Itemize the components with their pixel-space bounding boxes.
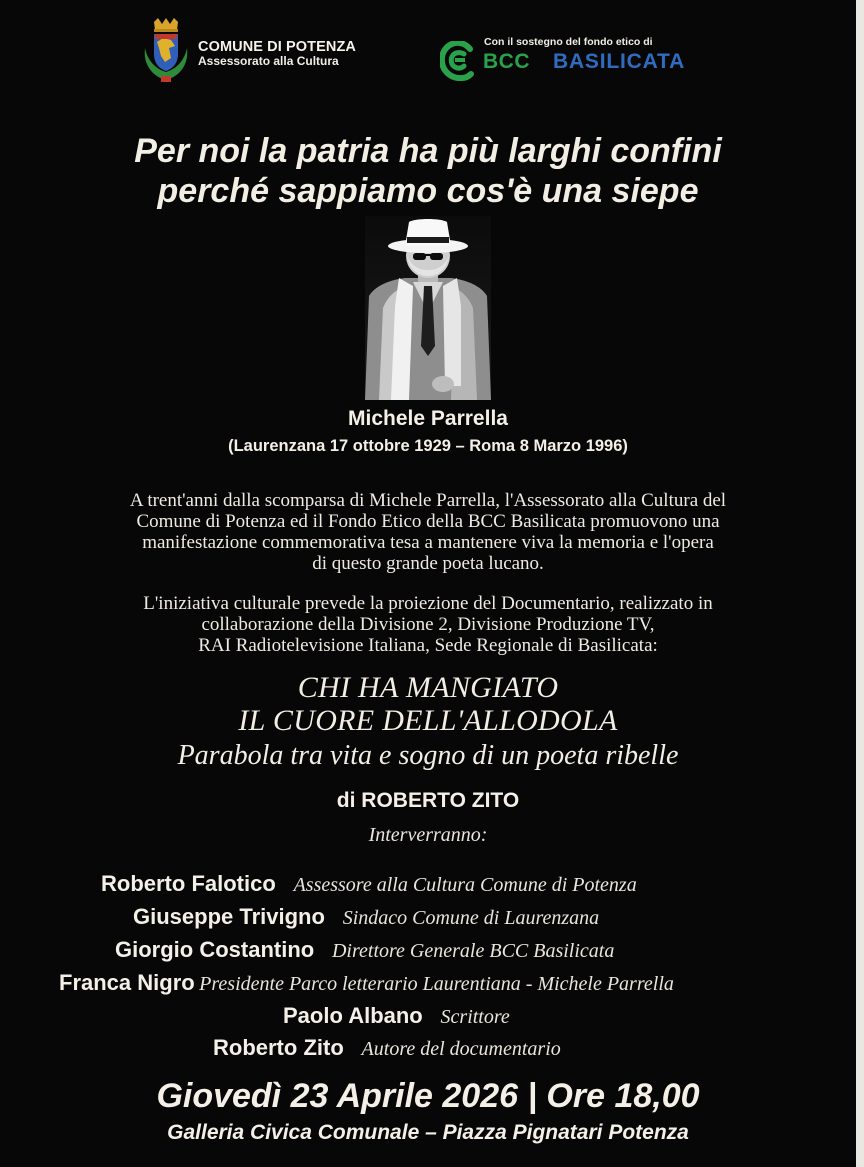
page-edge bbox=[856, 0, 864, 1167]
paragraph-1-line-1: A trent'anni dalla scomparsa di Michele Parrella, l'Assessorato alla Cultura del bbox=[129, 490, 727, 511]
speaker-row bbox=[115, 937, 614, 967]
speaker-row bbox=[283, 1003, 510, 1033]
headline-line-1: Per noi la patria ha più larghi confini bbox=[134, 132, 722, 170]
speaker-role: Direttore Generale BCC Basilicata bbox=[331, 940, 615, 962]
speaker-row bbox=[133, 904, 599, 934]
support-text: Con il sostegno del fondo etico di bbox=[484, 36, 653, 48]
speaker-role: Autore del documentario bbox=[361, 1038, 561, 1060]
poet-name: Michele Parrella bbox=[348, 407, 508, 430]
paragraph-1-line-4: di questo grande poeta lucano. bbox=[312, 553, 544, 574]
speaker-name: Roberto Falotico bbox=[101, 871, 276, 896]
headline-line-2: perché sappiamo cos'è una siepe bbox=[157, 172, 699, 210]
speakers-heading: Interverranno: bbox=[368, 824, 488, 846]
speaker-name: Giuseppe Trivigno bbox=[133, 904, 325, 929]
paragraph-1-line-3: manifestazione commemorativa tesa a mantenere viva la memoria e l'opera bbox=[142, 532, 714, 553]
speaker-name: Giorgio Costantino bbox=[115, 937, 315, 962]
paragraph-2-line-3: RAI Radiotelevisione Italiana, Sede Regionale di Basilicata: bbox=[198, 635, 658, 656]
speaker-row bbox=[213, 1035, 561, 1065]
speaker-role: Assessore alla Cultura Comune di Potenza bbox=[293, 874, 637, 896]
speaker-name: Franca Nigro bbox=[59, 970, 195, 995]
poet-dates: (Laurenzana 17 ottobre 1929 – Roma 8 Marzo 1996) bbox=[228, 437, 628, 455]
event-venue: Galleria Civica Comunale – Piazza Pignatari Potenza bbox=[167, 1121, 689, 1144]
bcc-logo-icon bbox=[440, 41, 476, 81]
comune-department: Assessorato alla Cultura bbox=[198, 54, 339, 69]
speaker-role: Presidente Parco letterario Laurentiana - Michele Parrella bbox=[199, 973, 674, 995]
documentary-title-line-1: CHI HA MANGIATO bbox=[297, 671, 559, 704]
basilicata-label: BASILICATA bbox=[553, 50, 686, 73]
speaker-row bbox=[59, 970, 674, 1000]
comune-name: COMUNE DI POTENZA bbox=[198, 39, 356, 55]
speaker-name: Paolo Albano bbox=[283, 1003, 423, 1028]
speaker-role: Sindaco Comune di Laurenzana bbox=[342, 907, 600, 929]
documentary-subtitle: Parabola tra vita e sogno di un poeta ribelle bbox=[177, 740, 679, 771]
speaker-name: Roberto Zito bbox=[213, 1035, 344, 1060]
paragraph-2-line-2: collaborazione della Divisione 2, Divisione Produzione TV, bbox=[201, 614, 655, 635]
speaker-role: Scrittore bbox=[440, 1006, 510, 1028]
speaker-row bbox=[101, 871, 637, 901]
event-date: Giovedì 23 Aprile 2026 | Ore 18,00 bbox=[156, 1077, 700, 1115]
documentary-title-line-2: IL CUORE DELL'ALLODOLA bbox=[238, 704, 618, 737]
paragraph-1-line-2: Comune di Potenza ed il Fondo Etico della BCC Basilicata promuovono una bbox=[136, 511, 720, 532]
paragraph-2-line-1: L'iniziativa culturale prevede la proiezione del Documentario, realizzato in bbox=[143, 593, 713, 614]
poet-portrait bbox=[365, 216, 491, 400]
bcc-label: BCC bbox=[483, 50, 530, 73]
comune-crest-icon bbox=[141, 18, 191, 84]
documentary-author: di ROBERTO ZITO bbox=[336, 789, 520, 812]
